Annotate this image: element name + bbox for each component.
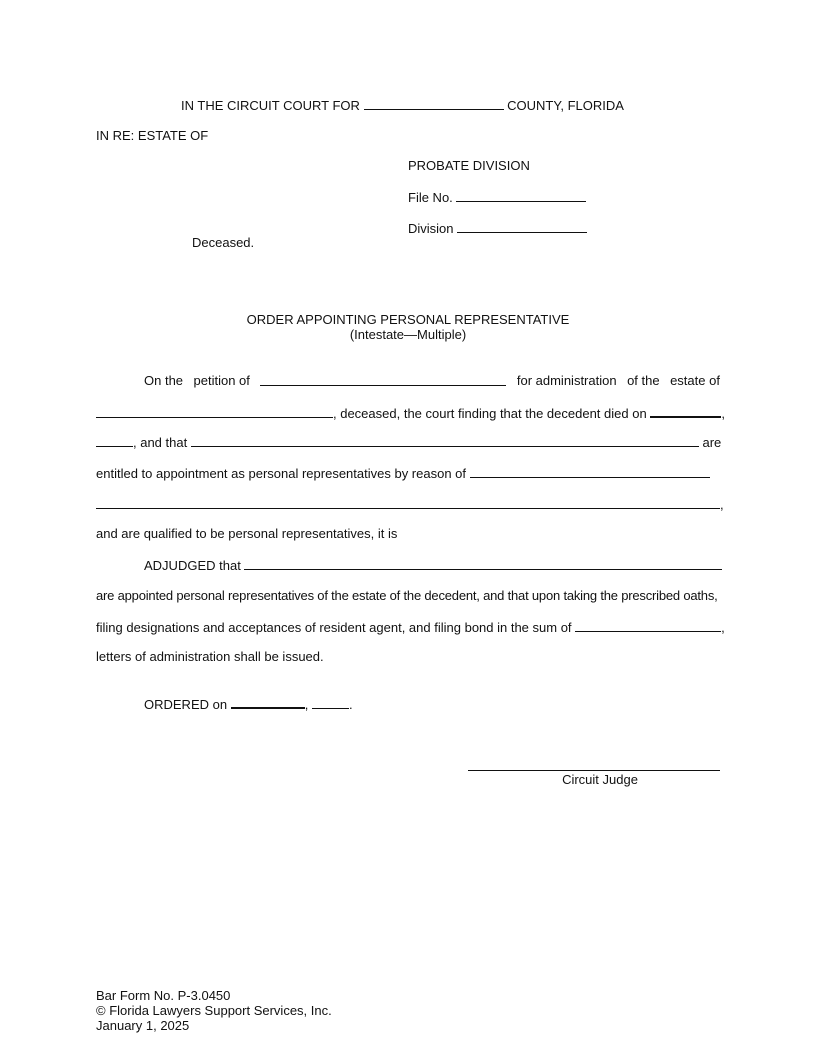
- appointees-blank[interactable]: [244, 557, 722, 570]
- reason-blank-2[interactable]: [96, 496, 720, 509]
- county-blank[interactable]: [364, 97, 504, 110]
- body-line-4: [96, 465, 710, 482]
- ordered-on-text: ORDERED on: [144, 697, 228, 712]
- body-line-2: [96, 404, 725, 422]
- comma-1: ,: [721, 406, 725, 421]
- are-text: are: [702, 435, 722, 450]
- decedent-name-blank[interactable]: [96, 405, 333, 418]
- death-year-blank[interactable]: [96, 434, 133, 447]
- and-that-text: , and that: [133, 435, 188, 450]
- death-date-blank[interactable]: [650, 404, 721, 418]
- comma-3: ,: [721, 620, 725, 635]
- comma-2: ,: [720, 497, 724, 512]
- bond-amount-blank[interactable]: [575, 619, 721, 632]
- for-admin-text-3: estate of: [670, 373, 720, 388]
- body-line-9: [96, 619, 725, 636]
- adjudged-text: ADJUDGED that: [144, 558, 241, 573]
- form-date: January 1, 2025: [96, 1018, 190, 1033]
- division-line: [408, 220, 587, 237]
- division-blank[interactable]: [457, 220, 587, 233]
- bar-form-number: Bar Form No. P-3.0450: [96, 988, 231, 1003]
- petition-of-text: petition of: [193, 373, 250, 388]
- file-no-label: File No.: [408, 190, 453, 205]
- in-re-estate: IN RE: ESTATE OF: [96, 128, 209, 143]
- order-date-blank[interactable]: [231, 695, 305, 709]
- comma-4: ,: [304, 697, 309, 712]
- order-title: ORDER APPOINTING PERSONAL REPRESENTATIVE: [246, 312, 570, 327]
- filing-text: filing designations and acceptances of resident agent, and filing bond in the sum of: [96, 620, 572, 635]
- signature-line[interactable]: [468, 770, 720, 771]
- representatives-blank[interactable]: [191, 434, 699, 447]
- on-the-text: On the: [144, 373, 184, 388]
- ordered-line: [144, 695, 353, 713]
- deceased-finding-text: , deceased, the court finding that the decedent died on: [333, 406, 647, 421]
- probate-division-heading: PROBATE DIVISION: [408, 158, 530, 173]
- court-caption: [181, 97, 624, 114]
- body-line-8: are appointed personal representatives of the estate of the decedent, and that upon taking the prescribed oaths,: [96, 588, 718, 603]
- body-line-1: [144, 373, 720, 389]
- period: .: [348, 697, 353, 712]
- file-no-line: [408, 189, 586, 206]
- division-label: Division: [408, 221, 454, 236]
- body-line-3: [96, 434, 721, 451]
- body-line-7: [144, 557, 722, 574]
- body-line-5: [96, 496, 724, 513]
- file-no-blank[interactable]: [456, 189, 586, 202]
- order-year-blank[interactable]: [312, 696, 349, 709]
- for-admin-text-1: for administration: [516, 373, 617, 388]
- court-caption-prefix: IN THE CIRCUIT COURT FOR: [181, 98, 360, 113]
- entitled-text: entitled to appointment as personal representatives by reason of: [96, 466, 467, 481]
- court-caption-suffix: COUNTY, FLORIDA: [507, 98, 624, 113]
- for-admin-text-2: of the: [627, 373, 660, 388]
- reason-blank-1[interactable]: [470, 465, 710, 478]
- copyright-notice: © Florida Lawyers Support Services, Inc.: [96, 1003, 332, 1018]
- body-line-6: and are qualified to be personal representatives, it is: [96, 526, 398, 541]
- order-subtitle: (Intestate—Multiple): [349, 327, 467, 342]
- deceased-label: Deceased.: [192, 235, 255, 250]
- petitioner-blank[interactable]: [260, 373, 506, 386]
- circuit-judge-label: Circuit Judge: [562, 772, 638, 787]
- body-line-10: letters of administration shall be issued.: [96, 649, 324, 664]
